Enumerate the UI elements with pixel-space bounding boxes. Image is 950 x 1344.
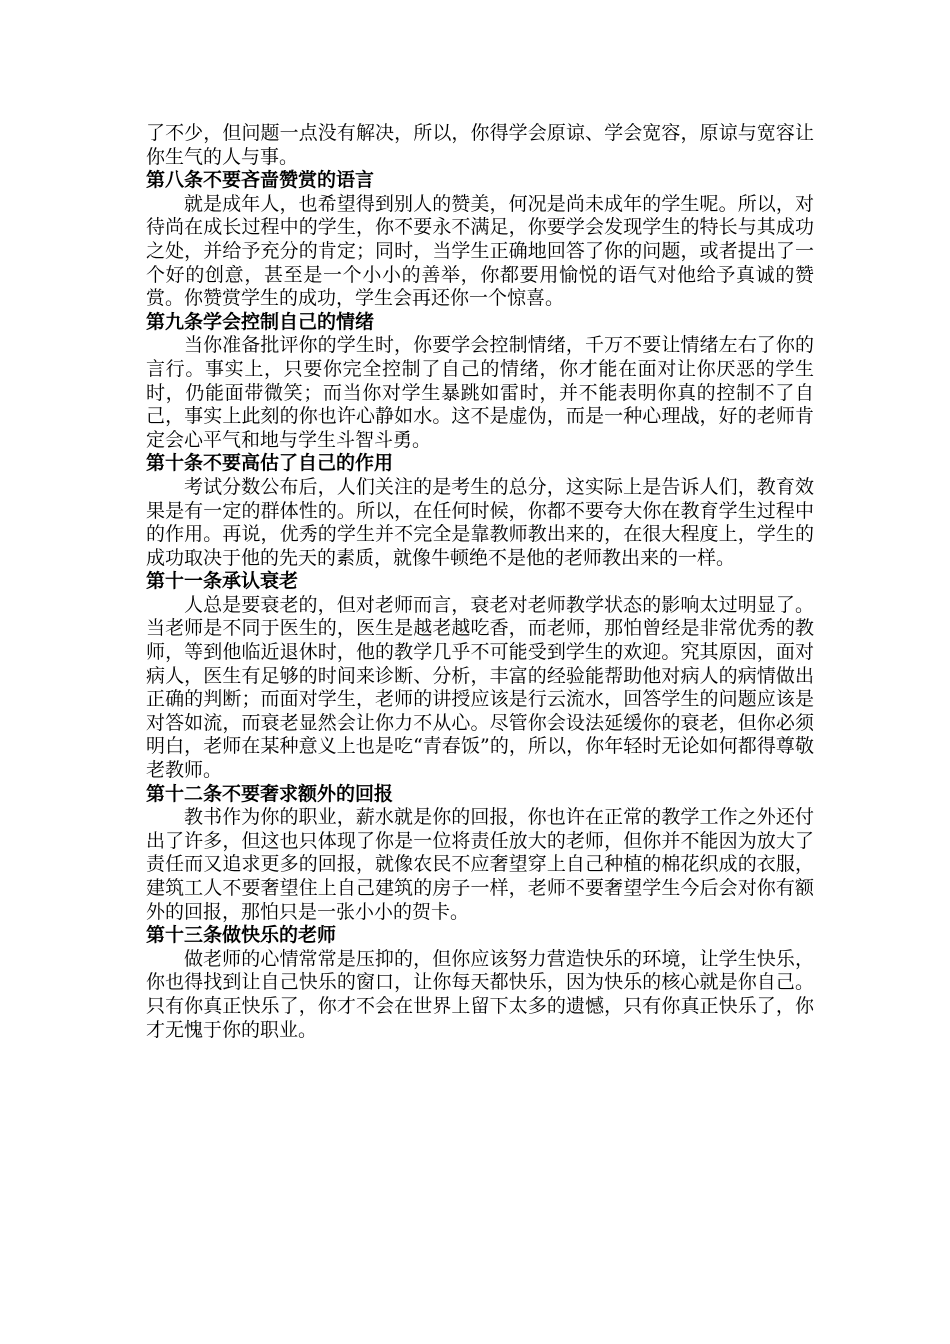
section-body: 教书作为你的职业，薪水就是你的回报，你也许在正常的教学工作之外还付出了许多，但这也只体现了你是一位将责任放大的老师，但你并不能因为放大了责任而又追求更多的回报，就像农民不应奢望穿上自己种植的棉花织成的衣服，建筑工人不要奢望住上自己建筑的房子一样，老师不要奢望学生今后会对你有额外的回报，那怕只是一张小小的贺卡。 — [146, 806, 814, 923]
section-heading: 第十三条做快乐的老师 — [146, 924, 337, 947]
section-heading: 第十条不要高估了自己的作用 — [146, 452, 394, 475]
section-body: 做老师的心情常常是压抑的，但你应该努力营造快乐的环境，让学生快乐，你也得找到让自己快乐的窗口，让你每天都快乐，因为快乐的核心就是你自己。只有你真正快乐了，你才不会在世界上留下太多的遗憾，只有你真正快乐了，你才无愧于你的职业。 — [146, 947, 814, 1041]
section-heading: 第九条学会控制自己的情绪 — [146, 310, 375, 333]
section-body: 就是成年人，也希望得到别人的赞美，何况是尚未成年的学生呢。所以，对待尚在成长过程中的学生，你不要永不满足，你要学会发现学生的特长与其成功之处，并给予充分的肯定；同时，当学生正确地回答了你的问题，或者提出了一个好的创意，甚至是一个小小的善举，你都要用愉悦的语气对他给予真诚的赞赏。你赞赏学生的成功，学生会再还你一个惊喜。 — [146, 192, 814, 310]
section-12 — [146, 783, 814, 925]
section-body: 人总是要衰老的，但对老师而言，衰老对老师教学状态的影响太过明显了。当老师是不同于医生的，医生是越老越吃香，而老师，那怕曾经是非常优秀的教师，等到他临近退休时，他的教学几乎不可能受到学生的欢迎。究其原因，面对病人，医生有足够的时间来诊断、分析，丰富的经验能帮助他对病人的病情做出正确的判断；而面对学生，老师的讲授应该是行云流水，回答学生的问题应该是对答如流，而衰老显然会让你力不从心。尽管你会设法延缓你的衰老，但你必须明白，老师在某种意义上也是吃“青春饭”的，所以，你年轻时无论如何都得尊敬老教师。 — [146, 593, 814, 782]
section-13 — [146, 924, 814, 1042]
section-heading: 第十二条不要奢求额外的回报 — [146, 782, 394, 805]
section-11 — [146, 570, 814, 782]
section-10 — [146, 452, 814, 570]
section-body: 考试分数公布后，人们关注的是考生的总分，这实际上是告诉人们，教育效果是有一定的群体性的。所以，在任何时候，你都不要夸大你在教育学生过程中的作用。再说，优秀的学生并不完全是靠教师教出来的，在很大程度上，学生的成功取决于他的先天的素质，就像牛顿绝不是他的老师教出来的一样。 — [146, 475, 814, 569]
section-body: 当你准备批评你的学生时，你要学会控制情绪，千万不要让情绪左右了你的言行。事实上，只要你完全控制了自己的情绪，你才能在面对让你厌恶的学生时，仍能面带微笑；而当你对学生暴跳如雷时，并不能表明你真的控制不了自己，事实上此刻的你也许心静如水。这不是虚伪，而是一种心理战，好的老师肯定会心平气和地与学生斗智斗勇。 — [146, 334, 814, 451]
section-heading: 第八条不要吝啬赞赏的语言 — [146, 169, 375, 192]
intro-paragraph: 了不少，但问题一点没有解决，所以，你得学会原谅、学会宽容，原谅与宽容让你生气的人与事。 — [146, 122, 814, 168]
document-page — [146, 122, 814, 1042]
section-9 — [146, 311, 814, 453]
section-8 — [146, 169, 814, 311]
section-heading: 第十一条承认衰老 — [146, 570, 299, 593]
